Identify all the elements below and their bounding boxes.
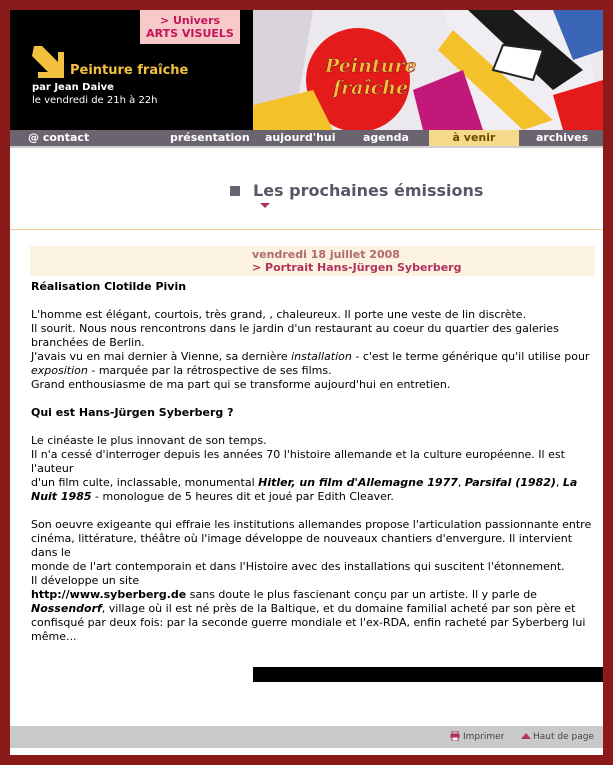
text-line: Le cinéaste le plus innovant de son temps. xyxy=(31,434,267,447)
art-logo-line-2: fraîche xyxy=(333,77,409,99)
text-line: confisqué par deux fois: par la seconde guerre mondiale et l'ex-RDA, enfin racheté par Syberberg lui xyxy=(31,616,586,629)
text-line: Il n'a cessé d'interroger depuis les années 70 l'histoire allemande et la culture européenne. Il est l'auteur xyxy=(31,448,565,475)
text-line xyxy=(31,588,596,602)
univers-link[interactable] xyxy=(140,10,240,44)
text-line xyxy=(31,476,596,490)
text-line: cinéma, littérature, théâtre où l'image développe de nouveaux chantiers d'envergure. Il intervient dans le xyxy=(31,532,573,559)
film-title: Parsifal (1982) xyxy=(464,476,556,489)
text-fragment: J'avais vu en mai dernier à Vienne, sa dernière xyxy=(31,350,292,363)
footer-bar xyxy=(10,726,603,748)
nav-contact[interactable]: @ contact xyxy=(28,131,90,144)
text-fragment: - marquée par la rétrospective de ses films. xyxy=(87,364,332,377)
text-line xyxy=(31,602,596,616)
text-line: Son oeuvre exigeante qui effraie les institutions allemandes propose l'articulation passionnante entre xyxy=(31,518,592,531)
episode-header xyxy=(30,246,595,276)
footer-black-band xyxy=(253,667,603,682)
section-divider xyxy=(10,229,603,230)
text-line: monde de l'art contemporain et dans l'Histoire avec des installations qui suscitent l'étonnement. xyxy=(31,560,565,573)
text-line xyxy=(31,490,596,504)
text-fragment: d'un film culte, inclassable, monumental xyxy=(31,476,259,489)
film-title: Nuit 1985 xyxy=(31,490,92,503)
caret-down-icon xyxy=(260,203,270,208)
show-title: Peinture fraîche xyxy=(70,63,189,78)
back-to-top-link[interactable]: Haut de page xyxy=(533,732,594,742)
text-line xyxy=(31,364,596,378)
square-bullet-icon xyxy=(230,186,240,196)
text-line: branchées de Berlin. xyxy=(31,336,145,349)
page-frame xyxy=(10,10,603,755)
arrow-down-right-icon xyxy=(28,42,68,82)
credit-line: Réalisation Clotilde Pivin xyxy=(31,280,187,293)
text-fragment: - monologue de 5 heures dit et joué par Edith Cleaver. xyxy=(91,490,394,503)
website-link[interactable]: http://www.syberberg.de xyxy=(31,588,187,601)
text-line: Grand enthousiasme de ma part qui se transforme aujourd'hui en entretien. xyxy=(31,378,451,391)
film-title: La xyxy=(562,476,578,489)
nav-divider xyxy=(10,146,603,148)
text-line xyxy=(31,350,596,364)
article-body xyxy=(31,280,596,658)
text-fragment: , village où il est né près de la Baltique, et du domaine familial acheté par son père et xyxy=(101,602,576,615)
nav-presentation[interactable]: présentation xyxy=(170,131,250,144)
show-schedule: le vendredi de 21h à 22h xyxy=(32,95,158,106)
text-line: Il développe un site xyxy=(31,574,140,587)
main-nav xyxy=(10,130,603,146)
nav-agenda[interactable]: agenda xyxy=(363,131,409,144)
show-host: par Jean Daive xyxy=(32,82,114,93)
emphasis: exposition xyxy=(31,364,88,377)
text-line: L'homme est élégant, courtois, très grand, , chaleureux. Il porte une veste de lin discrète. xyxy=(31,308,527,321)
paragraph-bio xyxy=(31,434,596,504)
episode-date: vendredi 18 juillet 2008 xyxy=(252,248,400,261)
separator: , xyxy=(457,476,465,489)
film-title: Hitler, un film d'Allemagne 1977 xyxy=(258,476,458,489)
place-name: Nossendorf xyxy=(31,602,102,615)
text-fragment: - c'est le terme générique qu'il utilise pour xyxy=(351,350,590,363)
nav-aujourdhui[interactable]: aujourd'hui xyxy=(265,131,336,144)
arrow-up-icon[interactable] xyxy=(521,731,531,741)
nav-a-venir[interactable]: à venir xyxy=(429,130,519,146)
painting-illustration xyxy=(253,10,603,130)
art-logo-line-1: Peinture xyxy=(325,55,417,77)
question-heading: Qui est Hans-Jürgen Syberberg ? xyxy=(31,406,234,419)
nav-archives[interactable]: archives xyxy=(536,131,589,144)
episode-title-link[interactable]: > Portrait Hans-Jürgen Syberberg xyxy=(252,261,462,274)
univers-prefix: > Univers xyxy=(159,14,221,27)
separator: , xyxy=(555,476,563,489)
univers-name: ARTS VISUELS xyxy=(146,27,234,40)
paragraph-intro xyxy=(31,308,596,392)
emphasis: installation xyxy=(291,350,352,363)
text-line: même... xyxy=(31,630,77,643)
header-panel xyxy=(10,10,253,130)
text-fragment: sans doute le plus fascienant conçu par un artiste. Il y parle de xyxy=(186,588,537,601)
print-link[interactable]: Imprimer xyxy=(463,732,505,742)
header-artwork xyxy=(253,10,603,130)
paragraph-work xyxy=(31,518,596,644)
printer-icon[interactable] xyxy=(450,731,460,741)
text-line: Il sourit. Nous nous rencontrons dans le jardin d'un restaurant au coeur du quartier des galeries xyxy=(31,322,559,335)
section-title: Les prochaines émissions xyxy=(253,181,484,200)
